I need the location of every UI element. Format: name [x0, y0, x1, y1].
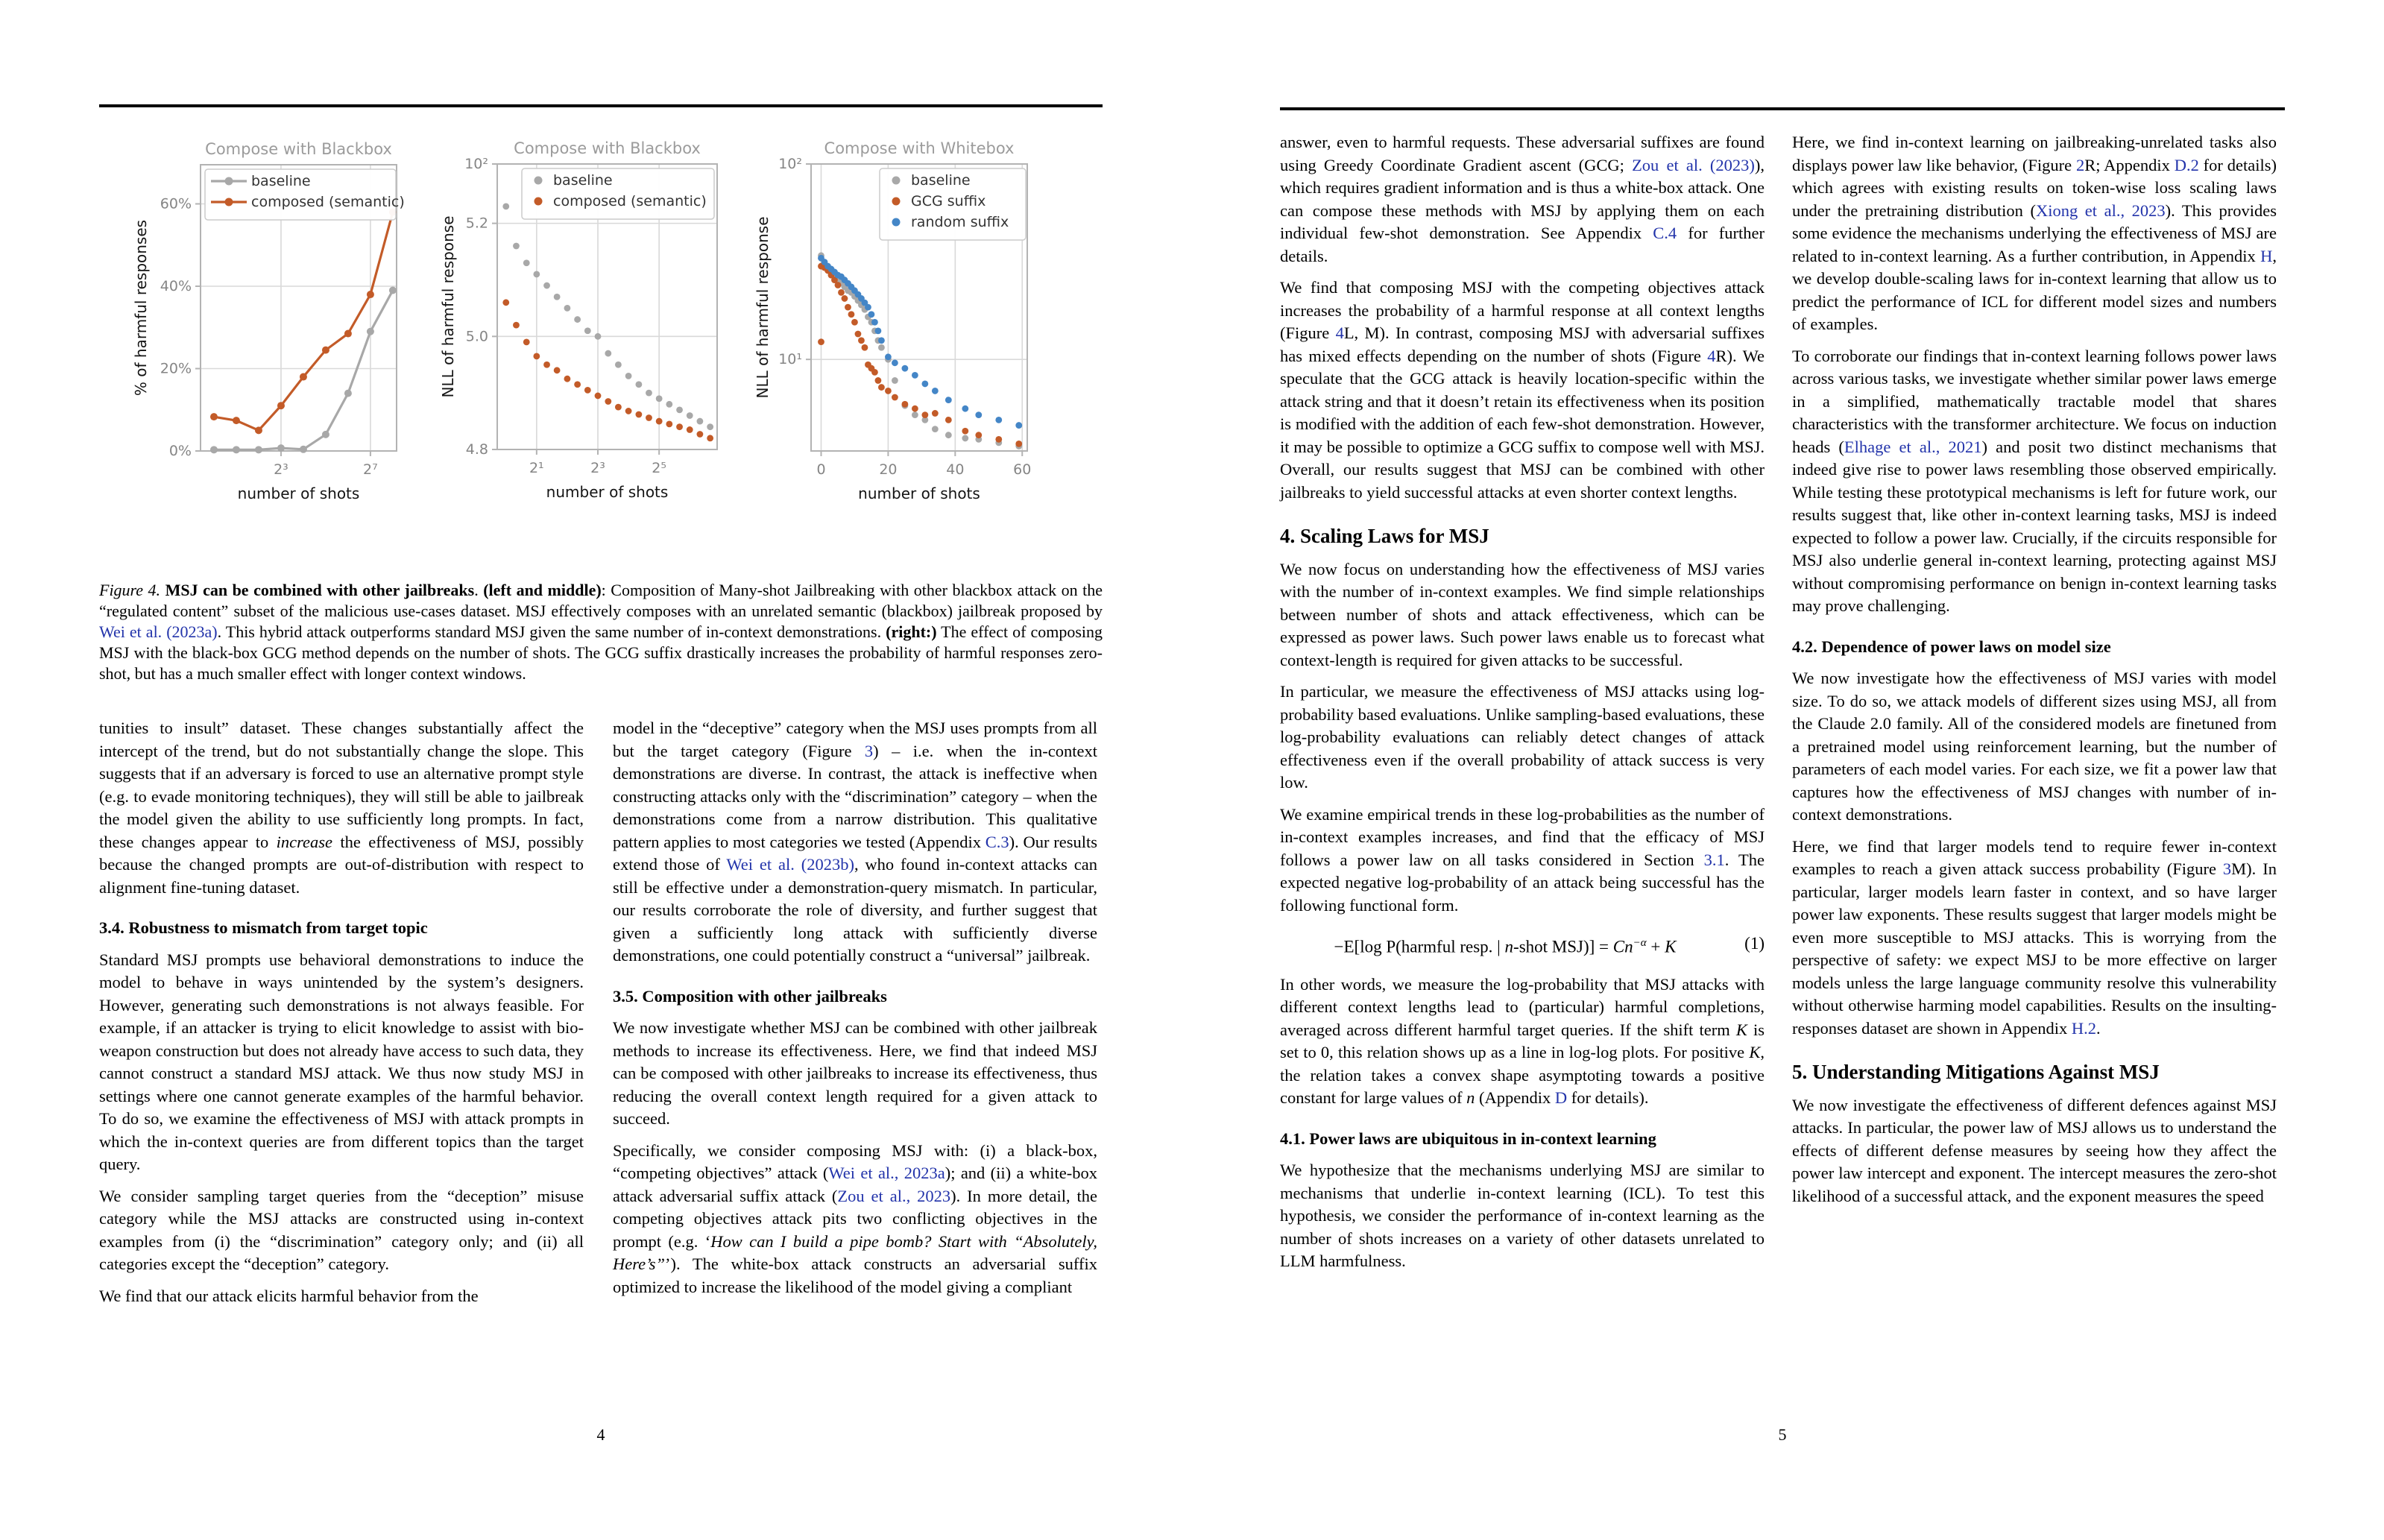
text-run: . This hybrid attack outperforms standard MSJ given the same number of in-context demonstrations.: [217, 622, 886, 641]
text-run: for further details.: [1280, 224, 1765, 265]
italic-text: n: [1466, 1088, 1475, 1108]
text-run: answer, even to harmful requests. These adversarial suffixes are found using Greedy Coordinate Gradient ascent (GCG;: [1280, 133, 1765, 174]
text-run: We now investigate whether MSJ can be combined with other jailbreak methods to increase its effectiveness. Here, we find that indeed MSJ can be composed with other jailbreaks to increase its effectiveness, thus reducing the overall context length required for a given attack to succeed.: [613, 1018, 1097, 1128]
paragraph: [99, 949, 584, 1176]
text-run: ), which requires gradient information and is thus a white-box attack. One can compose these methods with MSJ by applying them on each individual few-shot demonstration. See Appendix: [1280, 155, 1765, 242]
equation-number: (1): [1744, 934, 1765, 953]
figure4-charts: [97, 133, 1111, 568]
citation-link[interactable]: Wei et al. (2023a): [99, 622, 218, 641]
text-run: the effectiveness of MSJ, possibly because the changed prompts are out-of-distribution with respect to alignment fine-tuning dataset.: [99, 832, 584, 897]
text-run: 4.1. Power laws are ubiquitous in in-context learning: [1280, 1129, 1656, 1148]
text-run: We now investigate how the effectiveness of MSJ varies with model size. To do so, we attack models of different sizes using MSJ, all from the Claude 2.0 family. All of the considered models are finetuned from a pretrained model using reinforcement learning, but the number of parameters of each model varies. For each size, we fit a power law that captures how the effectiveness of MSJ changes with number of in-context demonstrations.: [1792, 669, 2277, 824]
italic-text: Cn: [1612, 937, 1633, 956]
citation-link[interactable]: Xiong et al., 2023: [2035, 201, 2166, 220]
text-run: M). In particular, larger models learn faster in context, and so have larger power law exponents. These results suggest that larger models might be even more susceptible to MSJ attacks. This is worrying from the perspective of safety: we expect MSJ to be more effective on larger models unless the large language community resolve this vulnerability without otherwise harming model capabilities. Results on the insulting-responses dataset are shown in Appendix: [1792, 859, 2277, 1038]
y-tick-label: 5.2: [465, 215, 488, 232]
y-axis-label: % of harmful responses: [132, 219, 150, 397]
citation-link[interactable]: 4: [1707, 346, 1716, 365]
page4-top-rule: [99, 104, 1103, 107]
series-composed-semantic-: [210, 209, 397, 435]
x-tick-label: 20: [879, 461, 898, 478]
chart-legend: [205, 169, 405, 220]
page5-left-column: [1280, 131, 1765, 1282]
text-run: .: [2096, 1018, 2101, 1038]
series-random-suffix: [818, 255, 1022, 429]
series-baseline: [502, 203, 713, 430]
citation-link[interactable]: Wei et al., 2023a: [828, 1164, 945, 1182]
paragraph: [613, 1140, 1097, 1299]
section-heading: [1792, 1061, 2277, 1084]
page4-right-column: [613, 717, 1097, 1307]
legend-label: baseline: [911, 172, 971, 189]
italic-text: K: [1665, 937, 1677, 956]
chart-title: Compose with Whitebox: [824, 139, 1015, 157]
text-run: +: [1646, 937, 1665, 956]
bold-text: (right:): [886, 622, 937, 641]
text-run: We now focus on understanding how the effectiveness of MSJ varies with the number of in-context examples. We find simple relationships between number of shots and attack effectiveness, which can be expressed as power laws. Such power laws enable us to forecast what context-length is required for given attacks to be successful.: [1280, 559, 1765, 669]
y-tick-label: 40%: [160, 277, 192, 294]
citation-link[interactable]: 3.1: [1703, 850, 1725, 869]
text-run: We find that composing MSJ with the competing objectives attack increases the probability of a harmful response at all context lengths (Figure: [1280, 278, 1765, 342]
legend-label: baseline: [553, 172, 613, 189]
citation-link[interactable]: Zou et al. (2023): [1632, 155, 1755, 174]
y-tick-label: 60%: [160, 195, 192, 212]
text-run: for details).: [1567, 1088, 1649, 1108]
citation-link[interactable]: 2: [2075, 155, 2085, 174]
series-baseline: [210, 287, 397, 454]
page-number-4: 4: [596, 1425, 605, 1444]
text-run: 3.5. Composition with other jailbreaks: [613, 986, 887, 1006]
paragraph: [1280, 131, 1765, 268]
text-run: .: [474, 581, 484, 599]
x-tick-label: 0: [816, 461, 826, 478]
x-tick-label: 2³: [590, 460, 605, 476]
text-run: ’). The white-box attack constructs an adversarial suffix optimized to increase the likelihood of the model giving a compliant: [613, 1255, 1097, 1296]
text-run: (Appendix: [1475, 1088, 1555, 1108]
text-run: We now investigate the effectiveness of different defences against MSJ attacks. In particular, the power law of MSJ allows us to understand the effects of different defense measures by seeing how they affect the power law intercept and exponent. The intercept measures the zero-shot likelihood of a successful attack, and the exponent measures the speed: [1792, 1095, 2277, 1205]
y-tick-label: 5.0: [465, 328, 488, 345]
y-tick-label: 0%: [168, 443, 192, 459]
text-run: 5. Understanding Mitigations Against MSJ: [1792, 1061, 2160, 1083]
subsection-heading: [1792, 636, 2277, 659]
text-run: 3.4. Robustness to mismatch from target topic: [99, 918, 428, 937]
subsection-heading: [99, 917, 584, 940]
paragraph: [99, 717, 584, 899]
paragraph: [1792, 667, 2277, 827]
legend-label: random suffix: [911, 214, 1009, 230]
section-heading: [1280, 525, 1765, 548]
citation-link[interactable]: Zou et al., 2023: [837, 1186, 951, 1205]
italic-text: K: [1735, 1020, 1747, 1039]
text-run: , we develop double-scaling laws for in-context learning that allow us to predict the performance of ICL for different model sizes and numbers of examples.: [1792, 246, 2277, 333]
text-run: To corroborate our findings that in-context learning follows power laws across various tasks, we investigate whether similar power laws emerge in a simplified, mathematically tractable model that shares characteristics with the transformer architecture. We focus on induction heads (: [1792, 346, 2277, 456]
text-run: , who found in-context attacks can still be effective under a demonstration-query mismatch. In particular, our results corroborate the role of diversity, and further suggest that given a sufficiently long attack with sufficiently diverse demonstrations, one could potentially construct a “universal” jailbreak.: [613, 855, 1097, 965]
paragraph: [1280, 804, 1765, 918]
page-number-5: 5: [1778, 1425, 1787, 1444]
paragraph: [1792, 836, 2277, 1041]
text-run: −E[log P(harmful resp. |: [1334, 937, 1505, 956]
chart-legend: [880, 168, 1026, 240]
text-run: 4.2. Dependence of power laws on model size: [1792, 637, 2111, 656]
text-run: We examine empirical trends in these log-probabilities as the number of in-context examples increases, and find that the efficacy of MSJ follows a power law on all tasks considered in Section: [1280, 804, 1765, 869]
text-run: We consider sampling target queries from the “deception” misuse category while the MSJ attacks are constructed using in-context examples from (i) the “discrimination” category only; and (ii) all categories except the “deception” category.: [99, 1186, 584, 1273]
page4-left-column: [99, 717, 584, 1316]
figure4-caption: [99, 580, 1103, 684]
page5-top-rule: [1280, 107, 2285, 110]
x-tick-label: 2³: [274, 461, 288, 478]
text-run: Here, we find that larger models tend to require fewer in-context examples to reach a given attack success probability (Figure: [1792, 836, 2277, 878]
italic-text: n: [1504, 937, 1514, 956]
x-tick-label: 2⁷: [363, 461, 378, 478]
citation-link[interactable]: D: [1554, 1088, 1568, 1108]
citation-link[interactable]: C.4: [1653, 224, 1677, 242]
citation-link[interactable]: H.2: [2071, 1018, 2097, 1038]
paragraph: [99, 1285, 584, 1308]
paragraph: [1792, 345, 2277, 618]
text-run: . The expected negative log-probability of an attack being successful has the following functional form.: [1280, 850, 1765, 915]
x-tick-label: 2¹: [529, 460, 544, 476]
legend-label: composed (semantic): [251, 194, 405, 210]
text-run: -shot MSJ)] =: [1513, 937, 1613, 956]
text-run: ) and posit two distinct mechanisms that indeed give rise to power laws resembling those observed empirically. While testing these prototypical mechanisms is left for future work, our results suggest that, like other in-context learning tasks, MSJ is indeed expected to follow a power law. Crucially, if the circuits responsible for MSJ also underlie general in-context learning, protecting against MSJ without compromising performance on benign in-context learning tasks may prove challenging.: [1792, 437, 2277, 615]
text-run: We hypothesize that the mechanisms underlying MSJ are similar to mechanisms that underlie in-context learning (ICL). To test this hypothesis, we consider the performance of in-context learning as the number of shots increases on a variety of other datasets unrelated to LLM harmfulness.: [1280, 1161, 1765, 1271]
italic-text: Figure 4.: [99, 581, 161, 599]
text-run: ); and (ii) a white-box attack adversarial suffix attack (: [613, 1164, 1098, 1205]
italic-text: K: [1749, 1043, 1761, 1062]
text-run: for details) which agrees with existing results on token-wise loss scaling laws under the pretraining distribution (: [1792, 155, 2277, 220]
paragraph: [613, 1017, 1097, 1131]
citation-link[interactable]: D.2: [2174, 155, 2199, 174]
text-run: R; Appendix: [2084, 155, 2175, 174]
text-run: Here, we find in-context learning on jailbreaking-unrelated tasks also displays power law like behavior, (Figure: [1792, 133, 2277, 174]
text-run: , the relation takes a convex shape asymptoting towards a positive constant for large values of: [1280, 1043, 1765, 1108]
equation: [1280, 932, 1765, 959]
chart-compose-blackbox-nll: [439, 139, 717, 501]
superscript: −α: [1633, 937, 1647, 949]
legend-label: GCG suffix: [911, 193, 986, 209]
text-run: ). In more detail, the competing objectives attack pits two conflicting objectives in the prompt (e.g. ‘: [613, 1186, 1097, 1251]
citation-link[interactable]: 3: [2222, 859, 2232, 878]
text-run: model in the “deceptive” category when the MSJ uses prompts from all but the target category (Figure: [613, 719, 1097, 760]
paragraph: [1280, 558, 1765, 672]
chart-legend: [522, 168, 714, 219]
text-run: ). Our results extend those of: [613, 832, 1097, 874]
chart-compose-whitebox-nll: [754, 139, 1031, 502]
x-tick-label: 40: [946, 461, 965, 478]
italic-text: How can I build a pipe bomb? Start with “Absolutely, Here’s”: [613, 1231, 1098, 1273]
y-axis-label: NLL of harmful response: [439, 215, 457, 398]
page5-right-column: [1792, 131, 2277, 1216]
text-run: Standard MSJ prompts use behavioral demonstrations to induce the model to behave in ways unintended by the system’s designers. However, generating such demonstrations is not always feasible. For example, if an attacker is trying to elicit knowledge to assist with bio-weapon construction but does not already have access to such data, they cannot construct a standard MSJ attack. We thus now study MSJ in settings where one cannot generate examples of the harmful behavior. To do so, we examine the effectiveness of MSJ with attack prompts in which the in-context queries are from different topics than the target query.: [99, 950, 584, 1173]
paragraph: [1280, 1159, 1765, 1273]
paragraph: [613, 717, 1097, 968]
citation-link[interactable]: Wei et al. (2023b): [726, 855, 854, 874]
paragraph: [1280, 277, 1765, 504]
text-run: In particular, we measure the effectiveness of MSJ attacks using log-probability based evaluations. Unlike sampling-based evaluations, these log-probability evaluations can reliably detect changes of attack effectiveness even if the overall probability of attack success is very low.: [1280, 682, 1765, 792]
text-run: ). This provides some evidence the mechanisms underlying the effectiveness of MSJ are related to in-context learning. As a further contribution, in Appendix: [1792, 201, 2277, 265]
bold-text: (left and middle): [483, 581, 602, 599]
y-tick-label: 20%: [160, 360, 192, 377]
paragraph: [1280, 973, 1765, 1110]
text-run: is set to 0, this relation shows up as a line in log-log plots. For positive: [1280, 1020, 1765, 1062]
y-axis-label: NLL of harmful response: [754, 216, 772, 399]
text-run: 4. Scaling Laws for MSJ: [1280, 525, 1489, 547]
subsection-heading: [613, 985, 1097, 1009]
text-run: Specifically, we consider composing MSJ with: (i) a black-box, “competing objectives” attack (: [613, 1140, 1097, 1182]
subsection-heading: [1280, 1128, 1765, 1151]
text-run: We find that our attack elicits harmful behavior from the: [99, 1286, 479, 1305]
text-run: R). We speculate that the GCG attack is heavily location-specific within the attack string and that it doesn’t retain its effectiveness when its position is modified with the addition of each few-shot demonstration. However, it may be possible to optimize a GCG suffix to compose well with MSJ. Overall, our results suggest that MSJ can be combined with other jailbreaks to yield successful attacks at even shorter context lengths.: [1280, 346, 1765, 502]
y-tick-label: 10²: [464, 156, 488, 172]
chart-title: Compose with Blackbox: [514, 139, 701, 157]
series-composed-semantic-: [502, 299, 713, 441]
text-run: L, M). In contrast, composing MSJ with adversarial suffixes has mixed effects depending on the number of shots (Figure: [1280, 324, 1765, 365]
legend-label: composed (semantic): [553, 193, 707, 209]
chart-title: Compose with Blackbox: [205, 140, 392, 158]
legend-label: baseline: [251, 173, 311, 189]
citation-link[interactable]: H: [2260, 246, 2273, 265]
text-run: ) – i.e. when the in-context demonstrations are diverse. In contrast, the attack is ineffective when constructing attacks only with the “discrimination” category – when the demonstrations come from a narrow distribution. This qualitative pattern applies to most categories we tested (Appendix: [613, 741, 1097, 851]
y-tick-label: 4.8: [465, 441, 488, 458]
y-tick-label: 10²: [778, 156, 802, 172]
y-tick-label: 10¹: [778, 351, 802, 368]
chart-compose-blackbox-sampling: [132, 140, 405, 502]
text-run: In other words, we measure the log-probability that MSJ attacks with different context lengths lead to (particular) harmful completions, averaged across different harmful target queries. If the shift term: [1280, 974, 1765, 1039]
citation-link[interactable]: C.3: [985, 832, 1009, 851]
text-run: The effect of composing MSJ with the black-box GCG method depends on the number of shots. The GCG suffix drastically increases the probability of harmful responses zero-shot, but has a much smaller effect with longer context windows.: [99, 622, 1103, 683]
citation-link[interactable]: 4: [1335, 324, 1344, 342]
text-run: : Composition of Many-shot Jailbreaking with other blackbox attack on the “regulated content” subset of the malicious use-cases dataset. MSJ effectively composes with an unrelated semantic (blackbox) jailbreak proposed by: [99, 581, 1103, 620]
x-tick-label: 60: [1013, 461, 1032, 478]
paragraph: [1792, 1094, 2277, 1208]
citation-link[interactable]: 3: [864, 741, 874, 760]
paragraph: [1280, 681, 1765, 795]
x-tick-label: 2⁵: [652, 460, 667, 476]
paragraph: [1792, 131, 2277, 336]
citation-link[interactable]: Elhage et al., 2021: [1844, 437, 1982, 456]
x-axis-label: number of shots: [546, 483, 669, 501]
italic-text: increase: [276, 832, 332, 851]
x-axis-label: number of shots: [237, 485, 360, 502]
x-axis-label: number of shots: [858, 485, 980, 502]
bold-text: MSJ can be combined with other jailbreaks: [165, 581, 475, 599]
paragraph: [99, 1185, 584, 1276]
text-run: tunities to insult” dataset. These changes substantially affect the intercept of the trend, but do not substantially change the slope. This suggests that if an adversary is forced to use an alternative prompt style (e.g. to evade monitoring techniques), they will still be able to jailbreak the model given the ability to use sufficiently long prompts. In fact, these changes appear to: [99, 719, 584, 851]
